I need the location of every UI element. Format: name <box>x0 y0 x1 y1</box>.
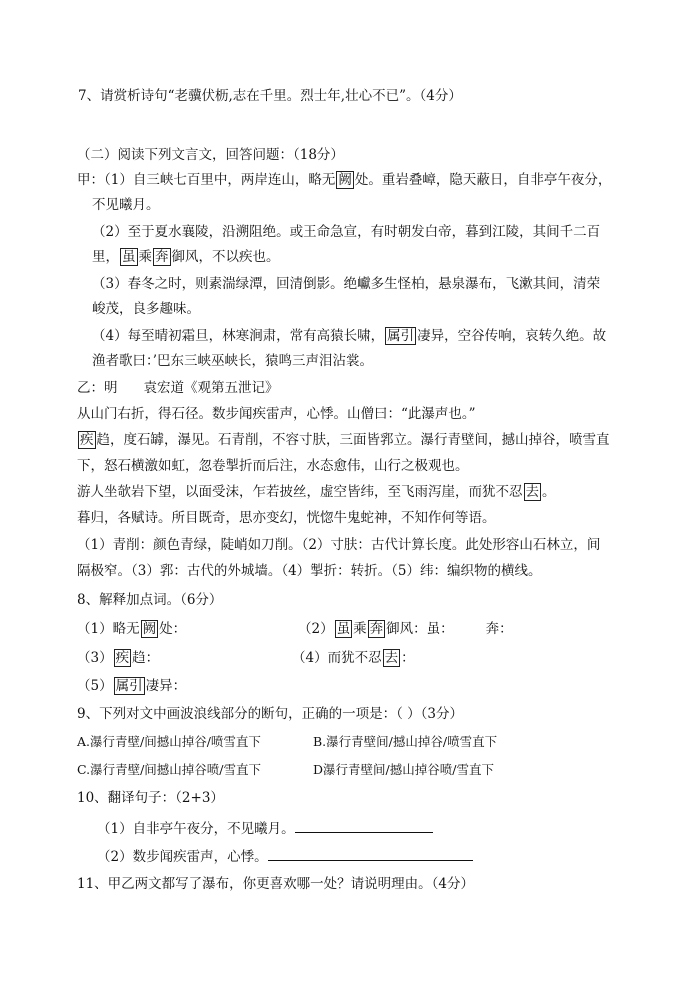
text: ： <box>401 650 415 666</box>
marked-word: 疾 <box>115 650 130 666</box>
text: 凄异，空谷传响，哀转久绝。故 <box>417 328 607 344</box>
marked-word: 疾 <box>80 432 94 448</box>
jia-para2-line1: （2）至于夏水襄陵，沿溯阻绝。或王命急宣，有时朝发白帝，暮到江陵，其间千二百 <box>92 224 601 240</box>
text: 乙：明 <box>77 380 118 396</box>
q8-item3 <box>77 649 159 667</box>
marked-word: 阙 <box>142 621 157 637</box>
text: 趋，度石罅，瀑见。石青削，不容寸肤，三面皆郛立。瀑行青壁间，撼山掉谷，喷雪直 <box>96 432 610 448</box>
answer-blank[interactable] <box>295 818 433 833</box>
marked-word: 去 <box>384 650 399 666</box>
question-11: 11、甲乙两文都写了瀑布，你更喜欢哪一处？请说明理由。（4分） <box>77 876 475 892</box>
text: 趋： <box>132 650 160 666</box>
yi-line5: 暮归，各赋诗。所目既奇，思亦变幻，恍惚牛鬼蛇神，不知作何等语。 <box>77 510 496 526</box>
jia-para4-line2: 渔者歌曰：’巴东三峡巫峡长，猿鸣三声泪沾裳。 <box>92 353 374 369</box>
q8-item2 <box>298 620 513 638</box>
yi-line4 <box>77 483 556 501</box>
text: 凄异： <box>145 678 187 694</box>
text: 处： <box>159 621 187 637</box>
text: 袁宏道《观第五泄记》 <box>143 380 279 396</box>
text: （2） <box>298 621 334 637</box>
text: （1）略无 <box>77 621 140 637</box>
marked-word: 阙 <box>338 172 352 188</box>
text: （3） <box>77 650 113 666</box>
jia-para3-line1: （3）春冬之时，则素湍绿潭，回清倒影。绝巘多生怪柏，悬泉瀑布，飞漱其间，清荣 <box>92 276 601 292</box>
q9-option-b: B.瀑行青壁间/撼山掉谷/喷雪直下 <box>313 734 498 749</box>
text: 甲：（1）自三峡七百里中，两岸连山，略无 <box>77 172 336 188</box>
yi-line2 <box>77 431 610 449</box>
marked-word: 属引 <box>387 328 415 344</box>
jia-para1-line1 <box>77 171 611 189</box>
text: （5） <box>77 678 113 694</box>
section-header: （二）阅读下列文言文，回答问题：（18分） <box>77 147 344 163</box>
q8-item5 <box>77 677 186 695</box>
text: （4）每至晴初霜旦，林寒涧肃，常有高猿长啸， <box>92 328 385 344</box>
q10-sentence1 <box>97 818 433 838</box>
question-9-title: 9、下列对文中画波浪线部分的断句，正确的一项是：（ ）（3分） <box>77 706 463 722</box>
text: （2）数步闻疾雷声，心悸。 <box>97 849 268 865</box>
q8-item4 <box>292 649 415 667</box>
jia-para4-line1 <box>92 327 606 345</box>
text: （1）自非亭午夜分，不见曦月。 <box>97 821 295 837</box>
q9-option-a: A.瀑行青壁/间撼山掉谷/喷雪直下 <box>77 734 261 749</box>
text: 御风：虽： <box>386 621 454 637</box>
jia-para1-line2: 不见曦月。 <box>92 197 160 213</box>
q8-item1 <box>77 620 186 638</box>
text: 乘 <box>353 621 367 637</box>
marked-word: 属引 <box>115 678 143 694</box>
yi-title <box>77 379 279 397</box>
text: 里， <box>92 249 119 265</box>
question-8-title: 8、解释加点词。（6分） <box>77 592 223 608</box>
text: 游人坐欹岩下望，以面受沫，乍若披丝，虚空皆纬，至飞雨泻崖，而犹不忍 <box>77 484 523 500</box>
text: 。 <box>542 484 556 500</box>
yi-line1: 从山门右折，得石径。数步闻疾雷声，心悸。山僧曰：“此瀑声也。” <box>77 406 476 422</box>
marked-word: 奔 <box>369 621 384 637</box>
marked-word: 虽 <box>122 249 136 265</box>
text: 处。重岩叠嶂，隐天蔽日，自非亭午夜分， <box>354 172 612 188</box>
marked-word: 去 <box>525 484 539 500</box>
answer-blank[interactable] <box>268 846 473 861</box>
q9-option-d: D瀑行青壁间/撼山掉谷喷/雪直下 <box>313 762 494 777</box>
text: （4）而犹不忍 <box>292 650 382 666</box>
question-7: 7、请赏析诗句“老骥伏枥,志在千里。烈士年,壮心不已”。（4分） <box>78 88 462 104</box>
text: 奔： <box>485 621 513 637</box>
marked-word: 奔 <box>155 249 169 265</box>
q10-sentence2 <box>97 846 473 866</box>
jia-para3-line2: 峻茂，良多趣味。 <box>92 301 200 317</box>
yi-line3: 下，怒石横激如虹，忽卷掣折而后注，水态愈伟，山行之极观也。 <box>77 458 469 474</box>
marked-word: 虽 <box>336 621 351 637</box>
yi-note-line1: （1）青削：颜色青绿，陡峭如刀削。（2）寸肤：古代计算长度。此处形容山石林立，间 <box>77 537 601 553</box>
yi-note-line2: 隔极窄。（3）郛：古代的外城墙。（4）掣折：转折。（5）纬：编织物的横线。 <box>77 563 542 579</box>
text: 乘 <box>138 249 152 265</box>
question-10-title: 10、翻译句子：（2+3） <box>77 790 224 806</box>
text: 御风，不以疾也。 <box>171 249 280 265</box>
q9-option-c: C.瀑行青壁/间撼山掉谷喷/雪直下 <box>77 762 262 777</box>
jia-para2-line2 <box>92 248 280 266</box>
